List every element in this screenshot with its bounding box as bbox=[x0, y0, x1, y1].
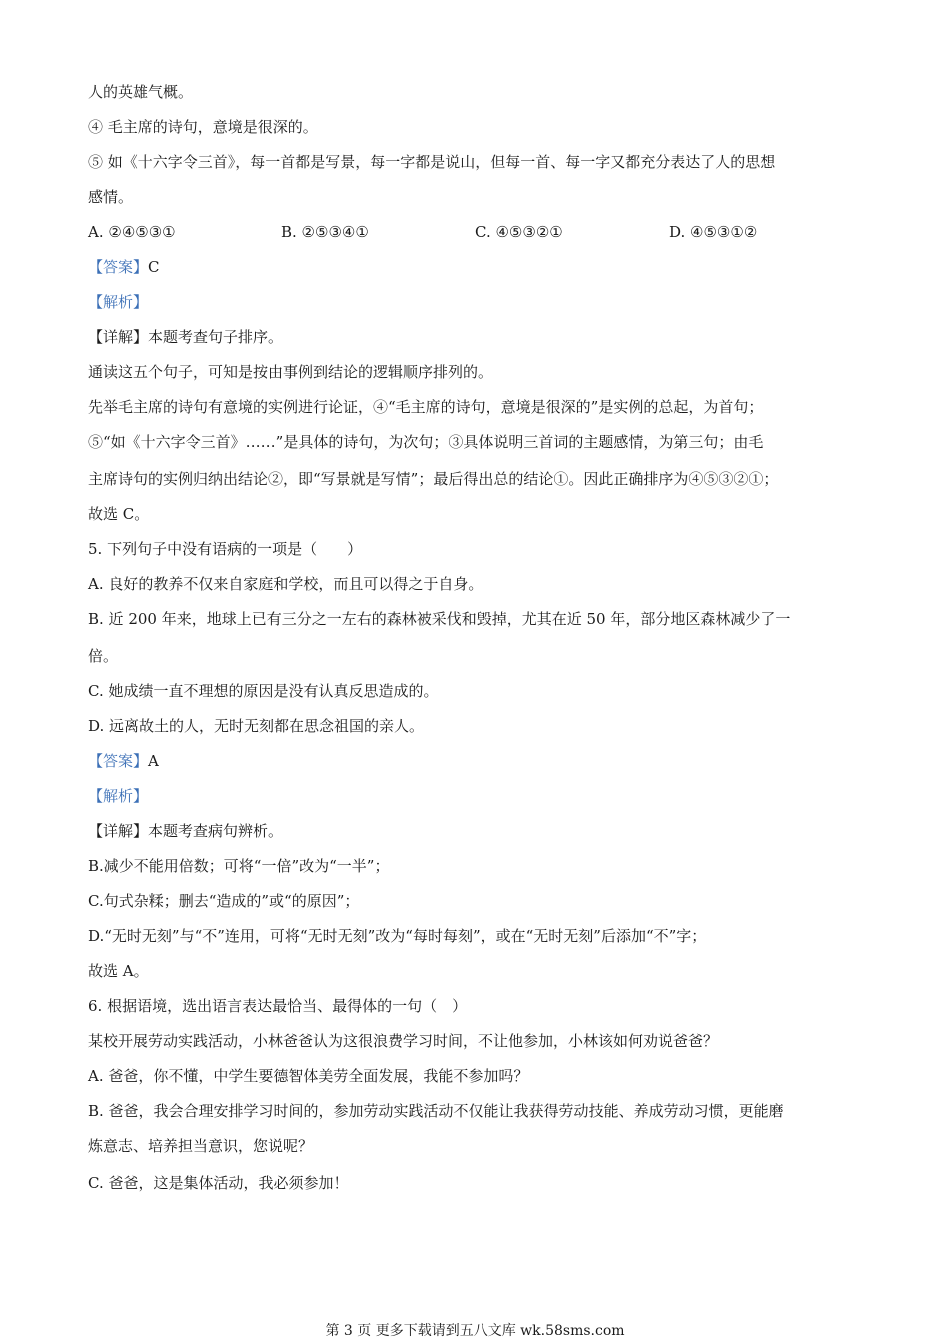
explanation-line: 先举毛主席的诗句有意境的实例进行论证，④“毛主席的诗句，意境是很深的”是实例的总起，为首句； bbox=[88, 398, 764, 416]
q5-option-b-cont: 倍。 bbox=[88, 647, 119, 665]
q5-option-c: C. 她成绩一直不理想的原因是没有认真反思造成的。 bbox=[88, 682, 439, 700]
q4-options bbox=[88, 222, 878, 242]
question-5-stem: 5. 下列句子中没有语病的一项是（ ） bbox=[88, 540, 363, 558]
text-line: ⑤ 如《十六字令三首》，每一首都是写景，每一字都是说山，但每一首、每一字又都充分表达了人的思想 bbox=[88, 153, 776, 171]
text-line: 感情。 bbox=[88, 188, 134, 206]
explanation-line: 【详解】本题考查病句辨析。 bbox=[88, 822, 284, 840]
q6-option-b-cont: 炼意志、培养担当意识，您说呢？ bbox=[88, 1137, 314, 1155]
q5-option-b: B. 近 200 年来，地球上已有三分之一左右的森林被采伐和毁掉，尤其在近 50 年，部分地区森林减少了一 bbox=[88, 610, 791, 628]
explanation-line: C.句式杂糅；删去“造成的”或“的原因”； bbox=[88, 892, 360, 910]
q6-context: 某校开展劳动实践活动，小林爸爸认为这很浪费学习时间，不让他参加，小林该如何劝说爸爸？ bbox=[88, 1032, 719, 1050]
answer-tag: 【答案】 bbox=[88, 752, 149, 770]
q4-answer bbox=[88, 257, 878, 277]
q5-option-d: D. 远离故土的人，无时无刻都在思念祖国的亲人。 bbox=[88, 717, 425, 735]
text-line: ④ 毛主席的诗句，意境是很深的。 bbox=[88, 118, 318, 136]
answer-value: A bbox=[148, 752, 159, 770]
q4-option-c: C. ④⑤③②① bbox=[475, 223, 563, 241]
q5-answer bbox=[88, 751, 878, 771]
explanation-line: ⑤“如《十六字令三首》……”是具体的诗句，为次句；③具体说明三首词的主题感情，为第三句；由毛 bbox=[88, 433, 764, 451]
explanation-line: 通读这五个句子，可知是按由事例到结论的逻辑顺序排列的。 bbox=[88, 363, 494, 381]
text-line: 人的英雄气概。 bbox=[88, 83, 194, 101]
explanation-line: 故选 A。 bbox=[88, 962, 149, 980]
q6-option-b: B. 爸爸，我会合理安排学习时间的，参加劳动实践活动不仅能让我获得劳动技能、养成劳动习惯，更能磨 bbox=[88, 1102, 784, 1120]
q4-option-a: A. ②④⑤③① bbox=[88, 223, 176, 241]
analysis-tag: 【解析】 bbox=[88, 787, 149, 805]
explanation-line: 【详解】本题考查句子排序。 bbox=[88, 328, 284, 346]
explanation-line: 主席诗句的实例归纳出结论②，即“写景就是写情”；最后得出总的结论①。因此正确排序为④⑤③②①； bbox=[88, 470, 779, 488]
analysis-tag: 【解析】 bbox=[88, 293, 149, 311]
q4-option-b: B. ②⑤③④① bbox=[281, 223, 369, 241]
question-6-stem: 6. 根据语境，选出语言表达最恰当、最得体的一句（ ） bbox=[88, 997, 468, 1015]
answer-tag: 【答案】 bbox=[88, 258, 149, 276]
explanation-line: 故选 C。 bbox=[88, 505, 150, 523]
q4-option-d: D. ④⑤③①② bbox=[669, 223, 758, 241]
answer-value: C bbox=[148, 258, 160, 276]
q6-option-a: A. 爸爸，你不懂，中学生要德智体美劳全面发展，我能不参加吗？ bbox=[88, 1067, 529, 1085]
q5-option-a: A. 良好的教养不仅来自家庭和学校，而且可以得之于自身。 bbox=[88, 575, 484, 593]
explanation-line: B.减少不能用倍数；可将“一倍”改为“一半”； bbox=[88, 857, 390, 875]
explanation-line: D.“无时无刻”与“不”连用，可将“无时无刻”改为“每时每刻”，或在“无时无刻”后添加“不”字； bbox=[88, 927, 707, 945]
q6-option-c: C. 爸爸，这是集体活动，我必须参加！ bbox=[88, 1174, 349, 1192]
page-footer: 第 3 页 更多下载请到五八文库 wk.58sms.com bbox=[325, 1323, 625, 1339]
